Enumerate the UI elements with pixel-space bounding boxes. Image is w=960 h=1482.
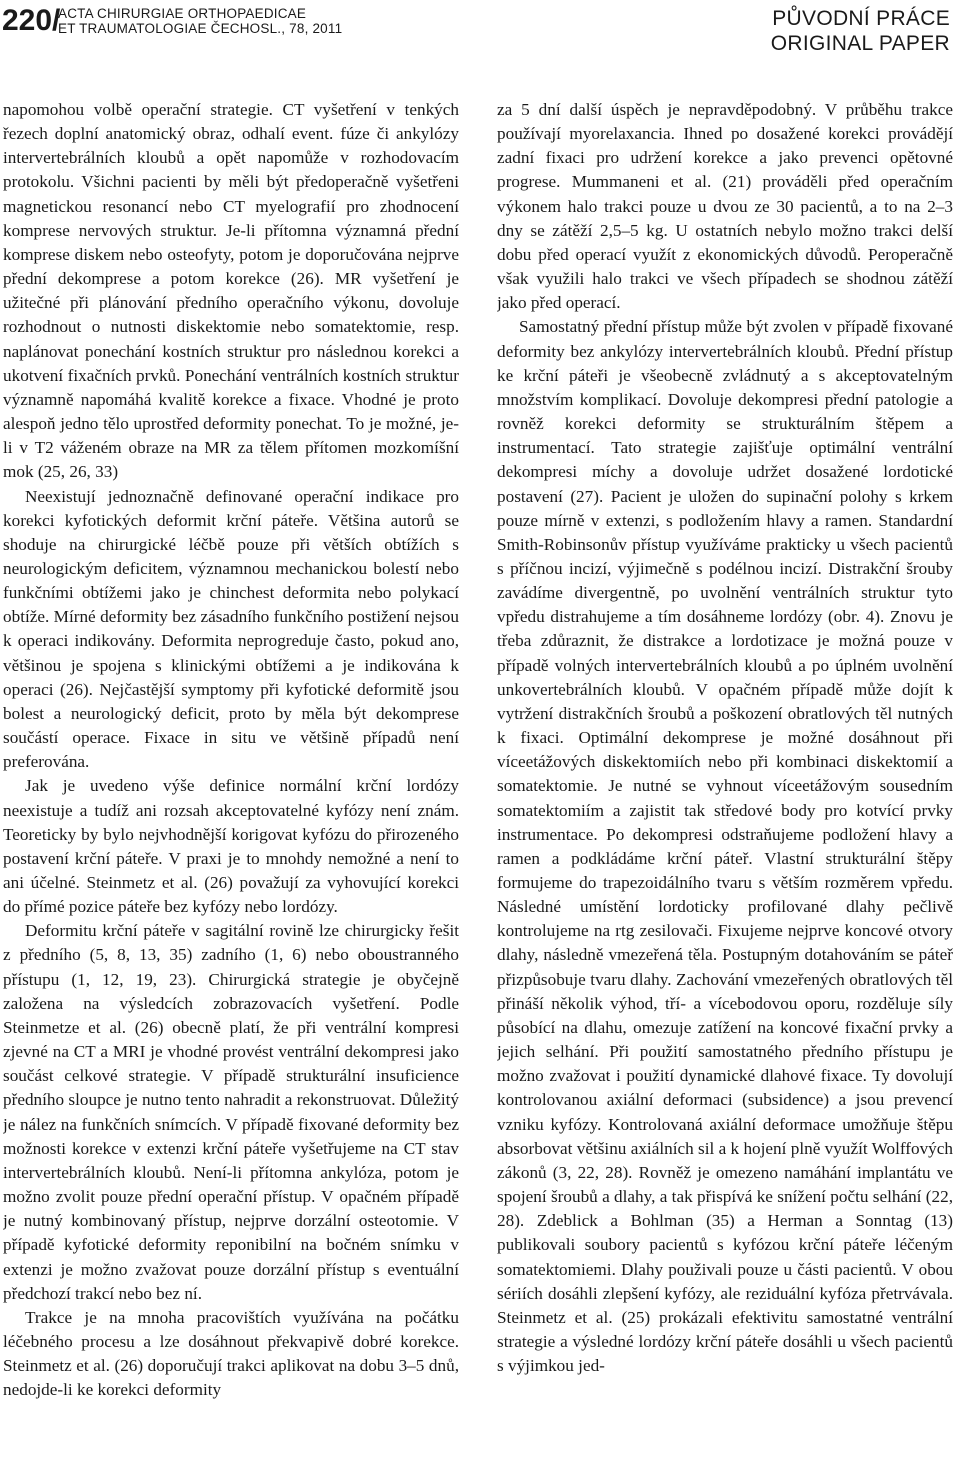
journal-title bbox=[58, 6, 342, 36]
paragraph: Neexistují jednoznačně definované operační indikace pro korekci kyfotických deformit krční páteře. Většina autorů se shoduje na chirurgické léčbě pouze při větších obtížích s neurologickým deficitem, významnou mechanickou bolestí nebo funkčními obtížemi jako je chinchest deformita nebo polykací obtíže. Mírné deformity bez zásadního funkčního postižení nejsou k operaci indikovány. Deformita neprogreduje často, pokud ano, většinou je spojena s klinickými obtížemi a je indikována k operaci (26). Nejčastější symptomy při kyfotické deformitě jsou bolest a neurologický deficit, proto by měla být dekomprese součástí operace. Fixace in situ ve většině případů není preferována. bbox=[3, 486, 459, 772]
page-number: 220/ bbox=[2, 4, 61, 37]
section-label-english: ORIGINAL PAPER bbox=[770, 32, 950, 55]
section-label-czech: PŮVODNÍ PRÁCE bbox=[772, 7, 950, 30]
journal-title-line-2: ET TRAUMATOLOGIAE ČECHOSL., 78, 2011 bbox=[58, 21, 343, 36]
paragraph: napomohou volbě operační strategie. CT vyšetření v tenkých řezech doplní anatomický obraz, odhalí event. fúze či ankylózy intervertebrálních kloubů a opět napomůže v rozhodovacím protokolu. Všichni pacienti by měli být předoperačně vyšetřeni magnetickou resonancí nebo CT myelografií pro zhodnocení komprese nervových struktur. Je-li přítomna významná přední komprese diskem nebo osteofyty, potom je doporučována nejprve přední dekomprese a potom korekce (26). MR vyšetření je užitečné při plánování předního operačního výkonu, dovoluje rozhodnout o nutnosti diskektomie nebo somatektomie, resp. naplánovat ponechání kostních struktur pro následnou korekci a ukotvení fixačních prvků. Ponechání ventrálních kostních struktur významně napomáhá kvalitě korekce a fixace. Vhodné je proto alespoň jedno tělo uprostřed deformity ponechat. To je možné, je-li v T2 váženém obraze na MR za tělem přítomen mozkomíšní mok (25, 26, 33) bbox=[3, 100, 459, 482]
paragraph: Jak je uvedeno výše definice normální krční lordózy neexistuje a tudíž ani rozsah akceptovatelné kyfózy není znám. Teoreticky by bylo nejvhodnější korigovat kyfózu do přirozeného postavení krční páteře. V praxi je to mnohdy nemožné a není to ani účelné. Steinmetz et al. (26) považují za vyhovující korekci do přímé pozice páteře bez kyfózy nebo lordózy. bbox=[3, 776, 459, 917]
journal-title-line-1: ACTA CHIRURGIAE ORTHOPAEDICAE bbox=[58, 6, 307, 21]
paragraph: Trakce je na mnoha pracovištích využívána na počátku léčebného procesu a lze dosáhnout překvapivě dobré korekce. Steinmetz et al. (26) doporučují trakci aplikovat na dobu 3–5 dnů, nedojde-li ke korekci deformity bbox=[3, 1307, 459, 1400]
paragraph: za 5 dní další úspěch je nepravděpodobný. V průběhu trakce používají myorelaxancia. Ihned po dosažené korekci provádějí zadní fixaci pro udržení korekce a jako prevenci opětovné progrese. Mummaneni et al. (21) prováděli před operačním výkonem halo trakci pouze u dvou ze 30 pacientů, a to na 2–3 dny se zátěží 2,5–5 kg. U ostatních nebylo možno trakci delší dobu před operací využít z ekonomických důvodů. Peroperačně však využili halo trakci ve všech případech se shodnou zátěží jako před operací. bbox=[497, 100, 953, 313]
right-text-column bbox=[497, 98, 953, 1482]
section-label bbox=[771, 6, 950, 56]
paragraph: Samostatný přední přístup může být zvolen v případě fixované deformity bez ankylózy intervertebrálních kloubů. Přední přístup ke krční páteři je všeobecně zvládnutý a s akceptovatelným množstvím komplikací. Dovoluje dekompresi přední patologie a rovněž korekci deformity se strukturálním štěpem a instrumentací. Tato strategie zajišťuje optimální ventrální dekompresi míchy a dovoluje udržet dosažené lordotické postavení (27). Pacient je uložen do supinační polohy s krkem pouze mírně v extenzi, s podložením hlavy a ramen. Standardní Smith-Robinsonův přístup využíváme prakticky u všech pacientů s příčnou incizí, výjimečně s podélnou incizí. Distrakční šrouby zavádíme divergentně, po uvolnění ventrálních struktur tyto vpředu distrahujeme a tím dosáhneme lordózy (obr. 4). Znovu je třeba zdůraznit, že distrakce a lordotizace je možná pouze v případě volných intervertebrálních kloubů a po úplném uvolnění unkovertebrálních kloubů. V opačném případě může dojít k vytržení distrakčních šroubů a poškození obratlových těl nutných k fixaci. Optimální dekomprese je možné dosáhnout při víceetážových diskektomiích nebo při kombinaci diskektomií a somatektomie. Je nutné se vyhnout víceetážovým sousedním somatektomiím a zajistit tak středové body pro kotvící prvky instrumentace. Po dekompresi odstraňujeme podložení hlavy a ramen a podkládáme krční páteř. Vlastní strukturální štěpy formujeme do trapezoidálního tvaru s větším rozměrem vpředu. Následné umístění lordoticky profilované dlahy pečlivě kontrolujeme na rtg zesilovači. Fixujeme nejprve koncové otvory dlahy, následně vmezeřená těla. Postupným dotahováním se páteř přizpůsobuje tvaru dlahy. Zachování vmezeřených obratlových těl přináší několik výhod, tří- a vícebodovou oporu, rozděluje síly působící na dlahu, omezuje zatížení na koncové fixační prvky a jejich selhání. Při použití samostatného předního přístupu je možno zvažovat i použití dynamické dlahové fixace. Ty dovolují kontrolovanou axiální deformaci (subsidence) a jsou prevencí vzniku kyfózy. Kontrolovaná axiální deformace umožňuje štěpu absorbovat většinu axiálních sil a k hojení plně využít Wolffových zákonů (3, 22, 28). Rovněž je omezeno namáhání implantátu ve spojení šroubů a dlahy, a tak přispívá ke snížení počtu selhání (22, 28). Zdeblick a Bohlman (35) a Herman a Sonntag (13) publikovali soubory pacientů s kyfózou krční páteře léčeným somatektomiemi. Dlahy použivali pouze u části pacientů. V obou sériích dosáhli zlepšení kyfózy, ale reziduální kyfóza přetrvávala. Steinmetz et al. (25) prokázali efektivitu samostatné ventrální strategie a výsledné lordózy krční páteře dosáhli u všech pacientů s výjimkou jed- bbox=[497, 317, 953, 1376]
left-text-column bbox=[3, 98, 459, 1482]
paragraph: Deformitu krční páteře v sagitální rovině lze chirurgicky řešit z předního (5, 8, 13, 35) zadního (1, 6) nebo oboustranného přístupu (1, 12, 19, 23). Chirurgická strategie je obyčejně založena na výsledcích zobrazovacích vyšetření. Podle Steinmetze et al. (26) obecně platí, že při ventrální kompresi zjevné na CT a MRI je vhodné provést ventrální dekompresi jako součást celkové strategie. V případě strukturální insuficience předního sloupce je nutno tento nahradit a rekonstruovat. Důležitý je nález na funkčních snímcích. V případě fixované deformity bez možnosti korekce v extenzi krční páteře vyšetřujeme na CT stav intervertebrálních kloubů. Není-li přítomna ankylóza, potom je možno zvolit pouze přední operační přístup. V opačném případě je nutný kombinovaný přístup, nejprve dorzální osteotomie. V případě kyfotické deformity reponibilní na bočném snímku v extenzi je možno zvažovat pouze dorzální přístup s eventuální předchozí trakcí nebo bez ní. bbox=[3, 921, 459, 1303]
page-header bbox=[0, 0, 960, 62]
